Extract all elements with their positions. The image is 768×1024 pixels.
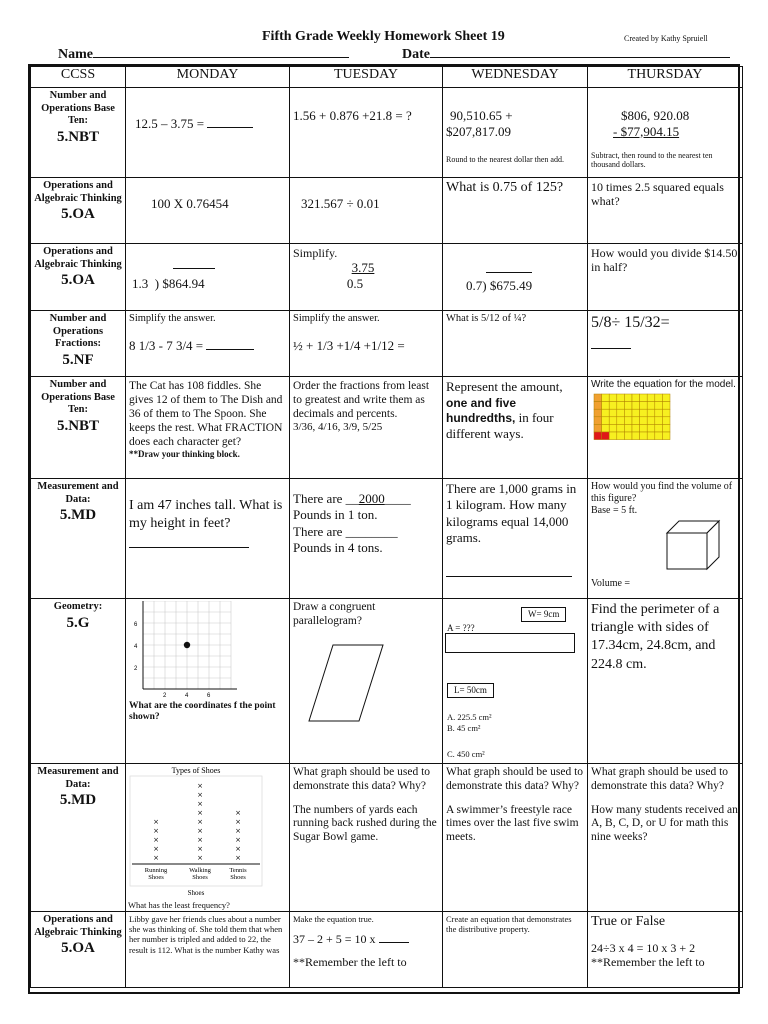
tuesday-cell[interactable]: There are __2000____ Pounds in 1 ton. There are ________ Pounds in 4 tons.: [290, 479, 443, 599]
grid-square: [609, 424, 617, 432]
grid-square: [632, 424, 640, 432]
tuesday-cell[interactable]: Make the equation true. 37 – 2 + 5 = 10 x **Remember the left to: [290, 912, 443, 988]
data-mark: ×: [197, 782, 203, 790]
data-mark: ×: [197, 818, 203, 826]
standard-cell: Operations and Algebraic Thinking 5.OA: [31, 178, 126, 244]
grid-square: [662, 394, 670, 402]
tuesday-cell[interactable]: Order the fractions from least to greatest and write them as decimals and percents. 3/36, 4/16, 3/9, 5/25: [290, 377, 443, 479]
col-wednesday: WEDNESDAY: [443, 67, 588, 88]
length-label: L= 50cm: [447, 683, 494, 698]
thursday-cell[interactable]: How would you divide $14.50 in half?: [588, 244, 743, 311]
monday-cell[interactable]: I am 47 inches tall. What is my height in feet?: [126, 479, 290, 599]
grid-square: [624, 432, 632, 440]
header-row: [31, 67, 743, 88]
data-mark: ×: [153, 854, 159, 862]
author-credit: Created by Kathy Spruiell: [624, 34, 708, 43]
data-mark: ×: [197, 845, 203, 853]
tuesday-cell[interactable]: 321.567 ÷ 0.01: [290, 178, 443, 244]
table-row: [31, 244, 743, 311]
data-mark: ×: [197, 827, 203, 835]
data-mark: ×: [235, 809, 241, 817]
standard-cell: Number and Operations Base Ten: 5.NBT: [31, 88, 126, 178]
name-label: Name: [58, 47, 93, 62]
grid-square: [617, 424, 625, 432]
table-row: [31, 377, 743, 479]
wednesday-cell[interactable]: Represent the amount, one and five hundredths, in four different ways.: [443, 377, 588, 479]
col-thursday: THURSDAY: [588, 67, 743, 88]
grid-square: [632, 394, 640, 402]
cube-figure: [663, 517, 723, 571]
grid-square: [624, 409, 632, 417]
grid-square: [655, 402, 663, 410]
wednesday-cell[interactable]: 90,510.65 + $207,817.09 Round to the nearest dollar then add.: [443, 88, 588, 178]
x-tick-label: 4: [185, 693, 189, 699]
grid-square: [602, 394, 610, 402]
date-label: Date: [402, 47, 430, 62]
grid-square: [647, 432, 655, 440]
grid-square: [624, 424, 632, 432]
wednesday-cell[interactable]: What graph should be used to demonstrate this data? Why? A swimmer’s freestyle race times over the last five swim meets.: [443, 764, 588, 912]
wednesday-cell[interactable]: 0.7) $675.49: [443, 244, 588, 311]
tuesday-cell[interactable]: What graph should be used to demonstrate this data? Why? The numbers of yards each running back rushed during the Sugar Bowl game.: [290, 764, 443, 912]
data-mark: ×: [235, 818, 241, 826]
data-mark: ×: [153, 818, 159, 826]
grid-square: [662, 432, 670, 440]
grid-square: [647, 417, 655, 425]
monday-cell[interactable]: Types of Shoes × × × × × Running Shoes × × × × × × × × × Walking Shoes × × × × × × Tennis Shoes Shoes What has the least frequency?: [126, 764, 290, 912]
tuesday-cell[interactable]: Draw a congruent parallelogram?: [290, 599, 443, 764]
x-tick-label: 2: [163, 693, 167, 699]
grid-square: [640, 394, 648, 402]
table-row: [31, 178, 743, 244]
wednesday-cell[interactable]: What is 5/12 of ¼?: [443, 311, 588, 377]
x-axis-label: Shoes: [187, 889, 205, 897]
standard-cell: Operations and Algebraic Thinking 5.OA: [31, 912, 126, 988]
grid-square: [655, 432, 663, 440]
grid-square: [617, 417, 625, 425]
grid-square: [632, 432, 640, 440]
monday-cell[interactable]: Simplify the answer. 8 1/3 - 7 3/4 =: [126, 311, 290, 377]
tuesday-cell[interactable]: 1.56 + 0.876 +21.8 = ?: [290, 88, 443, 178]
grid-square: [640, 409, 648, 417]
grid-square: [602, 424, 610, 432]
grid-square: [640, 424, 648, 432]
name-field[interactable]: [58, 47, 349, 63]
data-mark: ×: [197, 836, 203, 844]
grid-square: [655, 424, 663, 432]
y-tick-label: 2: [134, 666, 138, 672]
data-mark: ×: [235, 836, 241, 844]
grid-square: [655, 417, 663, 425]
thursday-cell[interactable]: What graph should be used to demonstrate this data? Why? How many students received an A, B, C, D, or U for math this nine weeks?: [588, 764, 743, 912]
grid-square: [640, 402, 648, 410]
grid-square: [662, 424, 670, 432]
coordinate-plane: [129, 601, 239, 701]
monday-cell[interactable]: 1.3 ) $864.94: [126, 244, 290, 311]
monday-cell[interactable]: 100 X 0.76454: [126, 178, 290, 244]
page-title: Fifth Grade Weekly Homework Sheet 19: [262, 29, 505, 44]
table-row: [31, 764, 743, 912]
grid-square: [602, 402, 610, 410]
monday-cell[interactable]: 12.5 – 3.75 =: [126, 88, 290, 178]
grid-square: [624, 394, 632, 402]
parallelogram-figure: [307, 641, 387, 725]
category-label: Shoes: [192, 874, 208, 881]
x-tick-label: 6: [207, 693, 211, 699]
grid-square: [602, 432, 610, 440]
y-tick-label: 6: [134, 622, 138, 628]
standard-cell: Measurement and Data: 5.MD: [31, 764, 126, 912]
col-monday: MONDAY: [126, 67, 290, 88]
grid-square: [640, 417, 648, 425]
thursday-cell[interactable]: Write the equation for the model.: [588, 377, 743, 479]
y-tick-label: 4: [134, 644, 138, 650]
wednesday-cell[interactable]: W= 9cm A = ??? L= 50cm A. 225.5 cm² B. 45 cm² C. 450 cm²: [443, 599, 588, 764]
grid-square: [655, 394, 663, 402]
grid-square: [609, 432, 617, 440]
plotted-point: [184, 642, 190, 648]
col-ccss: CCSS: [31, 67, 126, 88]
monday-cell[interactable]: Libby gave her friends clues about a number she was thinking of. She told them that when her number is tripled and added to 22, the result is 112. What is the number Kathy was: [126, 912, 290, 988]
standard-cell: Number and Operations Fractions: 5.NF: [31, 311, 126, 377]
line-plot-chart: [128, 764, 264, 904]
grid-square: [594, 424, 602, 432]
grid-square: [617, 432, 625, 440]
grid-square: [647, 424, 655, 432]
data-mark: ×: [235, 854, 241, 862]
data-mark: ×: [153, 836, 159, 844]
grid-square: [602, 409, 610, 417]
thursday-cell[interactable]: How would you find the volume of this figure? Base = 5 ft. Volume =: [588, 479, 743, 599]
grid-square: [594, 394, 602, 402]
category-label: Shoes: [230, 874, 246, 881]
homework-grid: [28, 64, 740, 994]
wednesday-cell[interactable]: There are 1,000 grams in 1 kilogram. How many kilograms equal 14,000 grams.: [443, 479, 588, 599]
grid-square: [632, 409, 640, 417]
data-mark: ×: [197, 809, 203, 817]
width-label: W= 9cm: [521, 607, 566, 622]
grid-square: [594, 409, 602, 417]
thursday-cell[interactable]: $806, 920.08 - $77,904.15 Subtract, then round to the nearest ten thousand dollars.: [588, 88, 743, 178]
table-row: [31, 311, 743, 377]
grid-square: [662, 402, 670, 410]
grid-square: [609, 394, 617, 402]
category-label: Shoes: [148, 874, 164, 881]
grid-square: [617, 394, 625, 402]
grid-square: [609, 402, 617, 410]
table-row: [31, 88, 743, 178]
grid-square: [602, 417, 610, 425]
standard-cell: Operations and Algebraic Thinking 5.OA: [31, 244, 126, 311]
grid-square: [662, 409, 670, 417]
grid-square: [655, 409, 663, 417]
thursday-cell[interactable]: True or False 24÷3 x 4 = 10 x 3 + 2 **Remember the left to: [588, 912, 743, 988]
tuesday-cell[interactable]: Simplify the answer. ½ + 1/3 +1/4 +1/12 =: [290, 311, 443, 377]
grid-square: [609, 409, 617, 417]
data-mark: ×: [153, 845, 159, 853]
standard-cell: Number and Operations Base Ten: 5.NBT: [31, 377, 126, 479]
data-mark: ×: [153, 827, 159, 835]
area-rectangle: [445, 633, 575, 653]
grid-square: [594, 432, 602, 440]
table-row: [31, 479, 743, 599]
wednesday-cell[interactable]: Create an equation that demonstrates the distributive property.: [443, 912, 588, 988]
grid-square: [594, 417, 602, 425]
grid-square: [647, 409, 655, 417]
grid-square: [609, 417, 617, 425]
grid-square: [617, 409, 625, 417]
monday-cell[interactable]: 6 4 2 2 4 6 What are the coordinates f the point shown?: [126, 599, 290, 764]
thursday-cell[interactable]: 10 times 2.5 squared equals what?: [588, 178, 743, 244]
grid-square: [617, 402, 625, 410]
grid-square: [594, 402, 602, 410]
data-mark: ×: [235, 845, 241, 853]
standard-cell: Measurement and Data: 5.MD: [31, 479, 126, 599]
grid-square: [624, 417, 632, 425]
data-mark: ×: [197, 854, 203, 862]
data-mark: ×: [197, 791, 203, 799]
grid-square: [632, 417, 640, 425]
standard-cell: Geometry: 5.G: [31, 599, 126, 764]
table-row: [31, 599, 743, 764]
thursday-cell[interactable]: 5/8÷ 15/32=: [588, 311, 743, 377]
thursday-cell[interactable]: Find the perimeter of a triangle with sides of 17.34cm, 24.8cm, and 224.8 cm.: [588, 599, 743, 764]
category-label: Tennis: [229, 867, 247, 874]
grid-square: [624, 402, 632, 410]
grid-square: [662, 417, 670, 425]
grid-square: [647, 394, 655, 402]
date-field[interactable]: [402, 47, 730, 63]
col-tuesday: TUESDAY: [290, 67, 443, 88]
grid-square: [647, 402, 655, 410]
category-label: Walking: [189, 867, 211, 874]
tuesday-cell[interactable]: Simplify. 3.75 0.5: [290, 244, 443, 311]
decimal-grid-model: [593, 392, 673, 456]
data-mark: ×: [197, 800, 203, 808]
chart-title: Types of Shoes: [171, 766, 221, 775]
grid-square: [640, 432, 648, 440]
grid-square: [632, 402, 640, 410]
category-label: Running: [144, 867, 168, 874]
table-row: [31, 912, 743, 988]
data-mark: ×: [235, 827, 241, 835]
monday-cell[interactable]: The Cat has 108 fiddles. She gives 12 of them to The Dish and 36 of them to The Spoon. She keeps the rest. What FRACTION does each character get? **Draw your thinking block.: [126, 377, 290, 479]
wednesday-cell[interactable]: What is 0.75 of 125?: [443, 178, 588, 244]
